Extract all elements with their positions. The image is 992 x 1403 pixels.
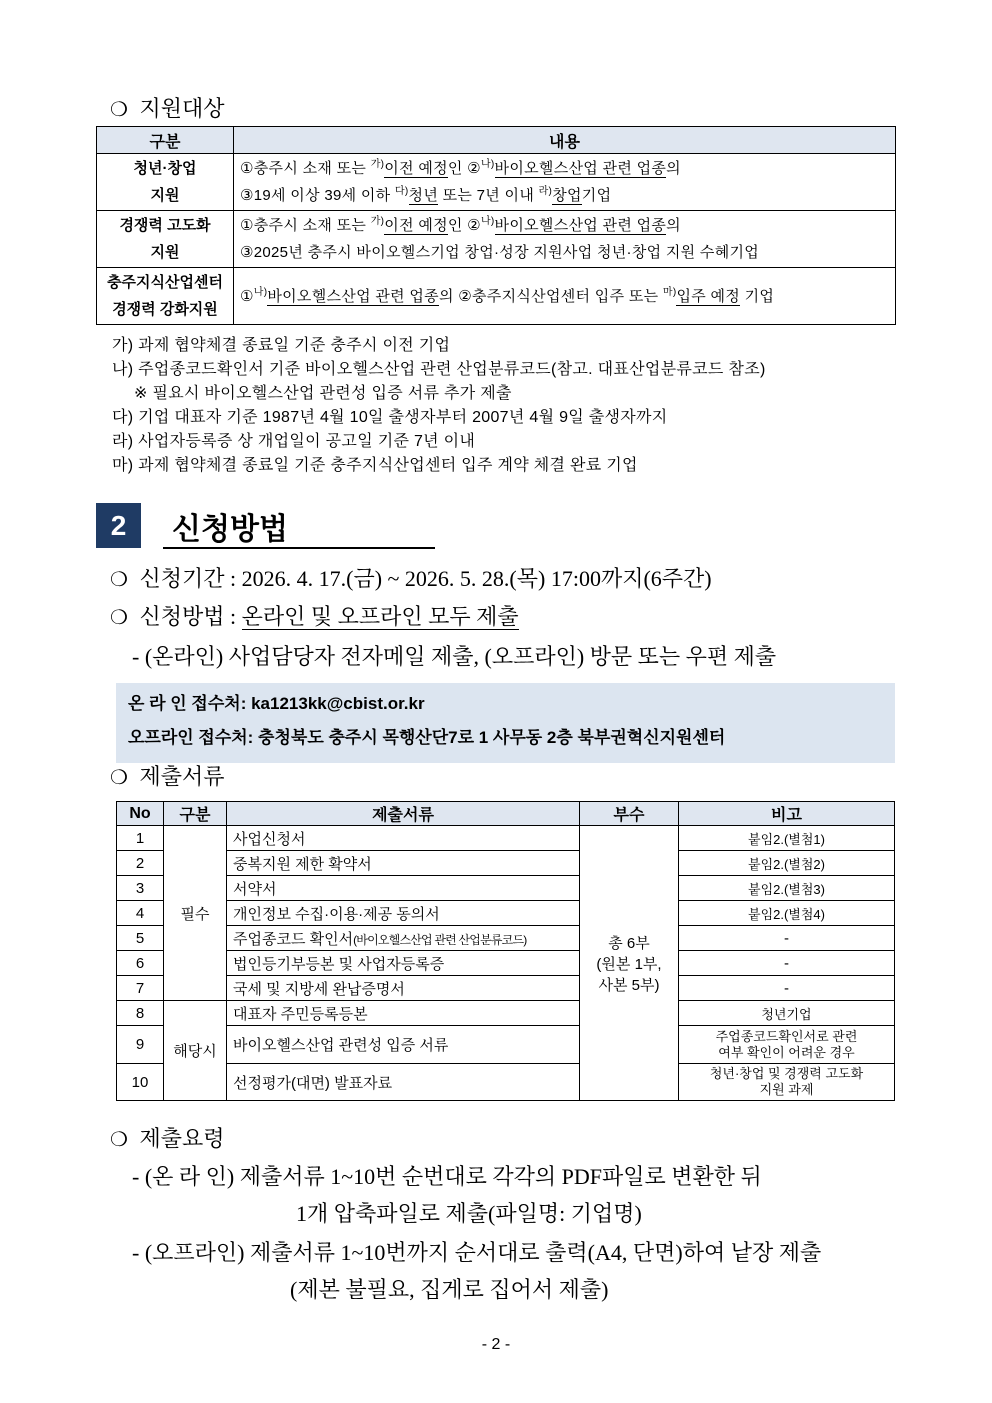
row-number: 7 — [117, 976, 164, 1001]
remark: - — [679, 951, 895, 976]
footnote-mark: 나) — [253, 286, 268, 298]
copies-line: 총 6부 — [608, 934, 650, 952]
page-number: - 2 - — [481, 1336, 511, 1353]
remark: 청년기업 — [679, 1001, 895, 1026]
online-instruction-line1: - (온 라 인) 제출서류 1~10번 순번대로 각각의 PDF파일로 변환한 뒤 — [132, 1164, 762, 1189]
remark-line: 청년·창업 및 경쟁력 고도화 — [709, 1066, 864, 1081]
document-name: 서약서 — [227, 876, 580, 901]
method-detail: - (온라인) 사업담당자 전자메일 제출, (오프라인) 방문 또는 우편 제출 — [132, 644, 777, 669]
content-line — [240, 283, 889, 310]
text: 의 — [666, 217, 681, 234]
remark: 붙임2.(별첨3) — [679, 876, 895, 901]
footnote-mark: 라) — [538, 186, 553, 197]
offline-contact: 오프라인 접수처: 충청북도 충주시 목행산단7로 1 사무동 2층 북부권혁신지원센터 — [128, 728, 726, 747]
documents-table — [116, 801, 895, 1101]
circle-bullet-icon: ❍ — [110, 767, 128, 789]
copies-line: 사본 5부) — [598, 976, 660, 994]
row-number: 5 — [117, 926, 164, 951]
circle-bullet-icon: ❍ — [110, 1129, 128, 1151]
text: 의 — [666, 160, 681, 177]
documents-heading — [110, 760, 225, 791]
header-copies: 부수 — [580, 802, 679, 826]
copies-cell — [580, 826, 679, 1101]
table-header-row — [117, 802, 895, 826]
text: 인 ② — [447, 160, 481, 177]
table-row — [117, 851, 895, 876]
online-instruction-line2: 1개 압축파일로 제출(파일명: 기업명) — [296, 1201, 642, 1226]
table-header-row — [97, 127, 896, 154]
footnote-remark: ※ 필요시 바이오헬스산업 관련성 입증 서류 추가 제출 — [134, 385, 512, 402]
footnote-da: 다) 기업 대표자 기준 1987년 4월 10일 출생자부터 2007년 4월 9일 출생자까지 — [112, 409, 668, 426]
circle-bullet-icon: ❍ — [110, 569, 128, 591]
row-number: 1 — [117, 826, 164, 851]
footnote-mark: 나) — [480, 216, 495, 227]
remark: 붙임2.(별첨1) — [679, 826, 895, 851]
row-number: 10 — [117, 1064, 164, 1101]
category-line: 지원 — [150, 187, 180, 204]
underlined-text: 청년 — [408, 187, 439, 204]
group-required: 필수 — [164, 826, 227, 1001]
copies-line: (원본 1부, — [596, 955, 662, 973]
remark — [679, 1026, 895, 1064]
application-method-line — [110, 600, 519, 631]
header-category: 구분 — [97, 127, 234, 154]
remark: - — [679, 926, 895, 951]
table-row — [117, 876, 895, 901]
section-support-target-heading — [110, 92, 225, 123]
footnote-mark: 마) — [662, 286, 677, 298]
remark-line: 주업종코드확인서로 관련 — [715, 1028, 858, 1044]
content-cell — [234, 268, 896, 325]
document-name — [227, 926, 580, 951]
document-name: 국세 및 지방세 완납증명서 — [227, 976, 580, 1001]
document-name: 중복지원 제한 확약서 — [227, 851, 580, 876]
contact-box — [116, 683, 895, 763]
remark: - — [679, 976, 895, 1001]
footnote-mark: 가) — [370, 159, 385, 170]
row-number: 3 — [117, 876, 164, 901]
support-target-table — [96, 126, 896, 325]
remark-line: 여부 확인이 어려운 경우 — [718, 1044, 855, 1060]
row-number: 8 — [117, 1001, 164, 1026]
underlined-text: 바이오헬스산업 관련 업종 — [267, 287, 439, 305]
remark: 붙임2.(별첨2) — [679, 851, 895, 876]
offline-instruction-line2: (제본 불필요, 집게로 집어서 제출) — [290, 1277, 609, 1302]
table-row — [117, 826, 895, 851]
document-text: 주업종코드 확인서 — [233, 930, 354, 948]
table-row — [97, 211, 896, 268]
document-name: 개인정보 수집·이용·제공 동의서 — [227, 901, 580, 926]
header-no: No — [117, 802, 164, 826]
text: ①충주시 소재 또는 — [240, 160, 371, 177]
footnote-mark: 가) — [370, 216, 385, 227]
row-number: 9 — [117, 1026, 164, 1064]
row-number: 6 — [117, 951, 164, 976]
table-row — [97, 268, 896, 325]
footnote-ga: 가) 과제 협약체결 종료일 기준 충주시 이전 기업 — [112, 337, 451, 354]
table-row — [117, 1001, 895, 1026]
section-2-title: 신청방법 — [172, 513, 288, 546]
document-name: 대표자 주민등록등본 — [227, 1001, 580, 1026]
online-contact: 온 라 인 접수처: ka1213kk@cbist.or.kr — [128, 694, 425, 713]
document-subtext: (바이오헬스산업 관련 산업분류코드) — [353, 932, 527, 947]
period-label: 신청기간 : — [139, 566, 242, 591]
category-line: 경쟁력 고도화 — [119, 217, 211, 234]
category-cell — [97, 211, 234, 268]
content-line — [240, 182, 889, 209]
submission-guide-heading — [110, 1122, 225, 1153]
underlined-text: 이전 예정 — [384, 217, 448, 234]
method-label: 신청방법 : — [139, 604, 242, 629]
text: 인 ② — [447, 217, 481, 234]
remark: 붙임2.(별첨4) — [679, 901, 895, 926]
category-line: 지원 — [150, 244, 180, 261]
application-period-line — [110, 562, 712, 593]
underlined-text: 창업 — [552, 187, 582, 204]
table-row — [117, 976, 895, 1001]
category-line: 경쟁력 강화지원 — [112, 301, 218, 318]
documents-title: 제출서류 — [139, 764, 225, 789]
text: ① — [240, 287, 254, 305]
text: 의 ②충주지식산업센터 입주 또는 — [438, 287, 663, 305]
text: ③19세 이상 39세 이하 — [240, 187, 395, 204]
table-row — [97, 154, 896, 211]
table-row — [117, 1026, 895, 1064]
header-content: 내용 — [234, 127, 896, 154]
remark-line: 지원 과제 — [759, 1082, 814, 1097]
underlined-text: 바이오헬스산업 관련 업종 — [494, 217, 667, 234]
table-row — [117, 926, 895, 951]
text: ①충주시 소재 또는 — [240, 217, 371, 234]
header-remarks: 비고 — [679, 802, 895, 826]
category-cell — [97, 268, 234, 325]
footnote-na: 나) 주업종코드확인서 기준 바이오헬스산업 관련 산업분류코드(참고. 대표산업분류코드 참조) — [112, 361, 766, 378]
header-document: 제출서류 — [227, 802, 580, 826]
category-line: 청년·창업 — [133, 160, 197, 177]
footnote-mark: 나) — [480, 159, 495, 170]
content-line: ③2025년 충주시 바이오헬스기업 창업·성장 지원사업 청년·창업 지원 수혜기업 — [240, 244, 760, 261]
submission-guide-title: 제출요령 — [139, 1126, 225, 1151]
content-cell — [234, 211, 896, 268]
document-name: 선정평가(대면) 발표자료 — [227, 1064, 580, 1101]
content-cell — [234, 154, 896, 211]
circle-bullet-icon: ❍ — [110, 99, 128, 121]
text: 또는 7년 이내 — [438, 187, 539, 204]
remark — [679, 1064, 895, 1101]
header-category: 구분 — [164, 802, 227, 826]
section-number-badge: 2 — [96, 503, 141, 548]
table-row — [117, 901, 895, 926]
category-line: 충주지식산업센터 — [107, 274, 223, 291]
category-cell — [97, 154, 234, 211]
offline-instruction-line1: - (오프라인) 제출서류 1~10번까지 순서대로 출력(A4, 단면)하여 낱장 제출 — [132, 1240, 822, 1265]
content-line — [240, 155, 889, 182]
document-name: 법인등기부등본 및 사업자등록증 — [227, 951, 580, 976]
footnote-ma: 마) 과제 협약체결 종료일 기준 충주지식산업센터 입주 계약 체결 완료 기업 — [112, 457, 638, 474]
table-row — [117, 1064, 895, 1101]
row-number: 2 — [117, 851, 164, 876]
footnote-mark: 다) — [394, 186, 409, 197]
document-name: 바이오헬스산업 관련성 입증 서류 — [227, 1026, 580, 1064]
underlined-text: 바이오헬스산업 관련 업종 — [494, 160, 667, 177]
row-number: 4 — [117, 901, 164, 926]
period-value: 2026. 4. 17.(금) ~ 2026. 5. 28.(목) 17:00까지(6주간) — [241, 566, 712, 591]
footnote-ra: 라) 사업자등록증 상 개업일이 공고일 기준 7년 이내 — [112, 433, 476, 450]
document-name: 사업신청서 — [227, 826, 580, 851]
title-underline — [163, 547, 435, 549]
section-title: 지원대상 — [139, 96, 225, 121]
table-row — [117, 951, 895, 976]
content-line — [240, 212, 889, 239]
group-if-applicable: 해당시 — [164, 1001, 227, 1101]
method-value: 온라인 및 오프라인 모두 제출 — [241, 604, 519, 629]
underlined-text: 입주 예정 — [676, 287, 741, 305]
text: 기업 — [581, 187, 612, 204]
underlined-text: 이전 예정 — [384, 160, 448, 177]
circle-bullet-icon: ❍ — [110, 607, 128, 629]
text: 기업 — [740, 287, 775, 305]
